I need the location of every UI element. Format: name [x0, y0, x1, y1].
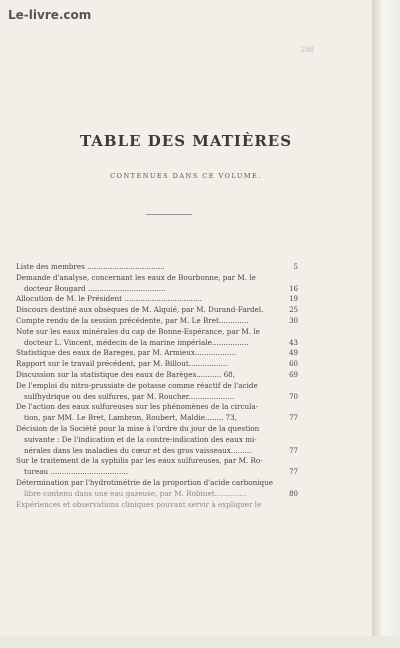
- toc-page-number: 16: [289, 284, 298, 293]
- toc-page-number: 69: [289, 370, 298, 379]
- toc-page-number: 70: [289, 392, 298, 401]
- toc-entry-text: tion, par MM. Le Bret, Lambron, Roubert, Maldie........ 73,: [24, 413, 237, 423]
- toc-entry-text: De l'emploi du nitro-prussiate de potasse comme réactif de l'acide: [16, 380, 258, 390]
- page-gutter: [372, 0, 400, 648]
- toc-entry: [16, 337, 298, 349]
- toc-entry-text: Sur le traitement de la syphilis par les eaux sulfureuses, par M. Ro-: [16, 456, 263, 466]
- toc-entry: [16, 369, 298, 381]
- toc-entry: [16, 391, 298, 403]
- toc-entry-text: sulfhydrique ou des sulfures, par M. Roucher....................: [24, 391, 235, 401]
- toc-entry-text: Allocution de M. le Président ..................................: [16, 294, 202, 304]
- toc-page-number: 77: [289, 468, 298, 477]
- toc-entry: [16, 402, 294, 413]
- toc-entry: [16, 262, 298, 273]
- toc-entry-text: Note sur les eaux minérales du cap de Bonne-Espérance, par M. le: [16, 326, 260, 336]
- folio-number: 288: [300, 46, 314, 54]
- toc-page-number: 5: [293, 263, 298, 271]
- toc-entry-text: docteur L. Vincent, médecin de la marine impériale................: [24, 337, 249, 347]
- toc-entry-text: Liste des membres ..................................: [16, 262, 165, 271]
- toc-entry: [16, 413, 298, 424]
- toc-entry: [16, 359, 298, 370]
- toc-page-number: 60: [289, 360, 298, 369]
- toc-entry-text: libre contenu dans une eau gazeuse, par M. Robinet..............: [24, 488, 247, 498]
- toc-entry: [16, 500, 294, 511]
- title-divider: [146, 214, 192, 215]
- toc-entry-text: De l'action des eaux sulfureuses sur les phénomènes de la circula-: [16, 402, 259, 412]
- toc-page-number: 77: [289, 446, 298, 455]
- toc-page-number: 49: [289, 349, 298, 358]
- toc-entry: [16, 348, 298, 359]
- toc-entry: [16, 305, 298, 316]
- toc-entry-text: suivante : De l'indication et de la contre-indication des eaux mi-: [24, 434, 257, 444]
- toc-entry-text: Rapport sur le travail précédent, par M. Billout.................: [16, 359, 228, 369]
- page-edge: [0, 636, 400, 648]
- toc-page-number: 80: [289, 489, 298, 498]
- toc-entry: [16, 435, 294, 446]
- toc-entry: [16, 327, 294, 338]
- toc-entry: [16, 424, 294, 435]
- toc-entry-text: Discussion sur la statistique des eaux de Barèges........... 68,: [16, 369, 236, 379]
- toc-page-number: 43: [289, 338, 298, 347]
- table-of-contents: [16, 262, 298, 510]
- toc-entry-text: Compte rendu de la session précédente, par M. Le Bret.............: [16, 315, 249, 325]
- toc-entry-text: docteur Bougard ..................................: [24, 283, 166, 293]
- page-title: TABLE DES MATIÈRES: [79, 132, 293, 150]
- toc-entry-text: Décision de la Société pour la mise à l'ordre du jour de la question: [16, 423, 260, 433]
- toc-page-number: 77: [289, 414, 298, 423]
- toc-entry-text: nérales dans les maladies du cœur et des gros vaisseaux.........: [24, 445, 252, 455]
- toc-page-number: 30: [289, 316, 298, 325]
- toc-entry: [16, 273, 294, 284]
- toc-entry-text: Discours destiné aux obsèques de M. Alquié, par M. Durand-Fardel.: [16, 305, 264, 315]
- toc-entry-text: Détermination par l'hydrotimétrie de la proportion d'acide carbonique: [16, 477, 273, 487]
- toc-entry: [16, 445, 298, 457]
- toc-entry-text: Demande d'analyse, concernant les eaux de Bourbonne, par M. le: [16, 272, 256, 282]
- toc-entry-text: Expériences et observations cliniques pouvant servir à expliquer le: [16, 499, 262, 509]
- toc-entry-text: Statistique des eaux de Bareges, par M. Armieux..................: [16, 348, 237, 358]
- toc-entry: [16, 456, 294, 467]
- watermark: Le-livre.com: [8, 8, 92, 22]
- toc-entry: [16, 478, 294, 489]
- toc-page-number: 19: [289, 295, 298, 304]
- toc-entry: [16, 488, 298, 500]
- toc-entry: [16, 283, 298, 295]
- toc-entry: [16, 294, 298, 305]
- toc-entry: [16, 381, 294, 392]
- toc-entry: [16, 467, 298, 478]
- page-subtitle: CONTENUES DANS CE VOLUME.: [110, 172, 262, 180]
- toc-entry: [16, 315, 298, 327]
- toc-page-number: 25: [289, 306, 298, 315]
- toc-entry-text: tureau ..................................: [24, 467, 129, 477]
